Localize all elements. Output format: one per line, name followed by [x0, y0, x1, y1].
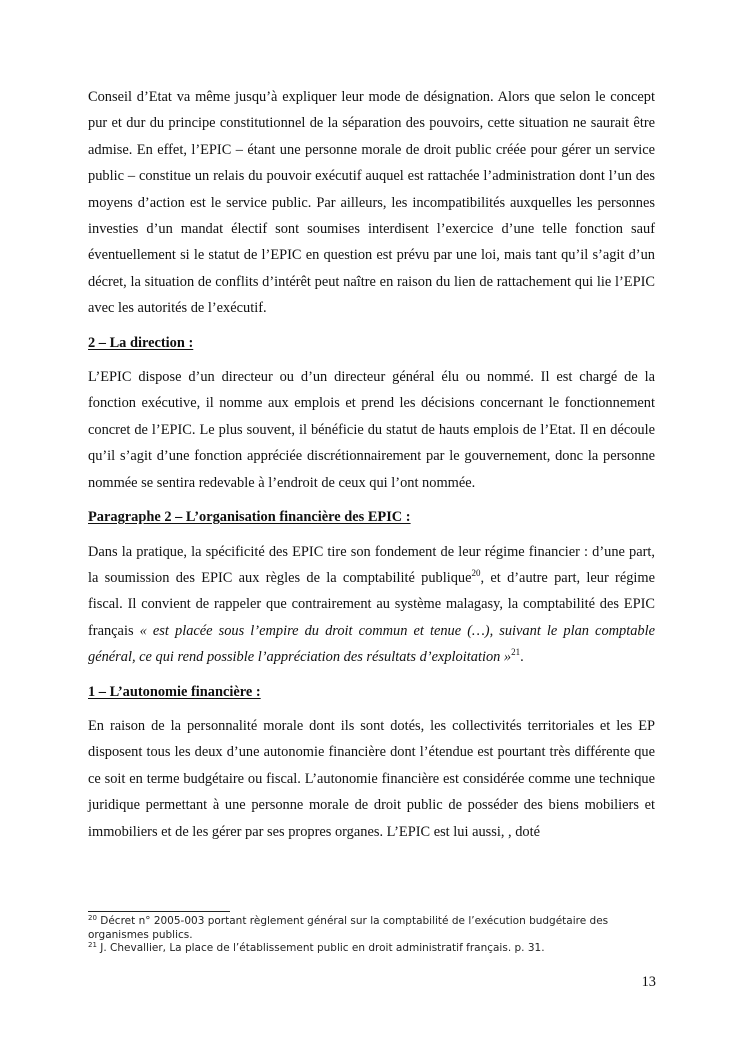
- footnote-number: 21: [88, 941, 97, 949]
- paragraph-specificite: [88, 539, 655, 671]
- heading-paragraphe-2: Paragraphe 2 – L’organisation financière des EPIC :: [88, 509, 411, 526]
- footnote-20: [88, 915, 658, 942]
- footnote-ref-21[interactable]: 21: [511, 647, 521, 658]
- footnote-number: 20: [88, 914, 97, 922]
- page-body: [88, 84, 655, 845]
- paragraph-autonomie: En raison de la personnalité morale dont ils sont dotés, les collectivités territoriales et les EP disposent tous les deux d’une autonomie financière dont l’étendue est pourtant très différente que ce soit en terme budgétaire ou fiscal. L’autonomie financière est considérée comme une technique juridique permettant à une personne morale de droit public de posséder des biens mobiliers et immobiliers et de les gérer par ses propres organes. L’EPIC est lui aussi, , doté: [88, 717, 655, 840]
- footnote-ref-20[interactable]: 20: [471, 567, 481, 578]
- paragraph-direction: L’EPIC dispose d’un directeur ou d’un directeur général élu ou nommé. Il est chargé de la fonction exécutive, il nomme aux emplois et prend les décisions concernant le fonctionnement concret de l’EPIC. Le plus souvent, il bénéficie du statut de hauts emplois de l’Etat. Il en découle qu’il s’agit d’une fonction appréciée discrétionnairement par le gouvernement, donc la personne nommée se sentira redevable à l’endroit de ceux qui l’ont nommée.: [88, 369, 655, 491]
- page-number: 13: [641, 974, 656, 990]
- paragraph-specificite-end: .: [520, 649, 524, 666]
- heading-la-direction: 2 – La direction :: [88, 334, 194, 351]
- heading-autonomie-financiere: 1 – L’autonomie financière :: [88, 683, 261, 700]
- footnote-text: Décret n° 2005-003 portant règlement général sur la comptabilité de l’exécution budgétaire des organismes publics.: [88, 915, 609, 941]
- citation-quote: « est placée sous l’empire du droit commun et tenue (…), suivant le plan comptable général, ce qui rend possible l’appréciation des résultats d’exploitation »: [88, 622, 655, 666]
- paragraph-conseil-etat: Conseil d’Etat va même jusqu’à expliquer leur mode de désignation. Alors que selon le concept pur et dur du principe constitutionnel de la séparation des pouvoirs, cette situation ne saurait être admise. En effet, l’EPIC – étant une personne morale de droit public créée pour gérer un service public – constitue un relais du pouvoir exécutif auquel est rattachée l’administration dont l’un des moyens d’action est le service public. Par ailleurs, les incompatibilités auxquelles les personnes investies d’un mandat électif sont soumises interdisent l’exercice d’une telle fonction sauf éventuellement si le statut de l’EPIC en question est prévu par une loi, mais tant qu’il s’agit d’un décret, la situation de conflits d’intérêt peut naître en raison du lien de rattachement qui lie l’EPIC avec les autorités de l’exécutif.: [88, 89, 655, 317]
- footnote-21: [88, 942, 658, 956]
- footnote-separator: [88, 911, 230, 912]
- footnote-text: J. Chevallier, La place de l’établissement public en droit administratif français. p. 31.: [96, 942, 545, 954]
- footnotes: [88, 915, 658, 956]
- paragraph-specificite-text-1: Dans la pratique, la spécificité des EPIC tire son fondement de leur régime financier : d’une part, la soumission des EPIC aux règles de la comptabilité publique: [88, 543, 655, 586]
- paragraph-specificite-text-2: , et d’autre part, leur régime fiscal. Il convient de rappeler que contrairement au système malagasy, la comptabilité des EPIC français: [88, 569, 655, 639]
